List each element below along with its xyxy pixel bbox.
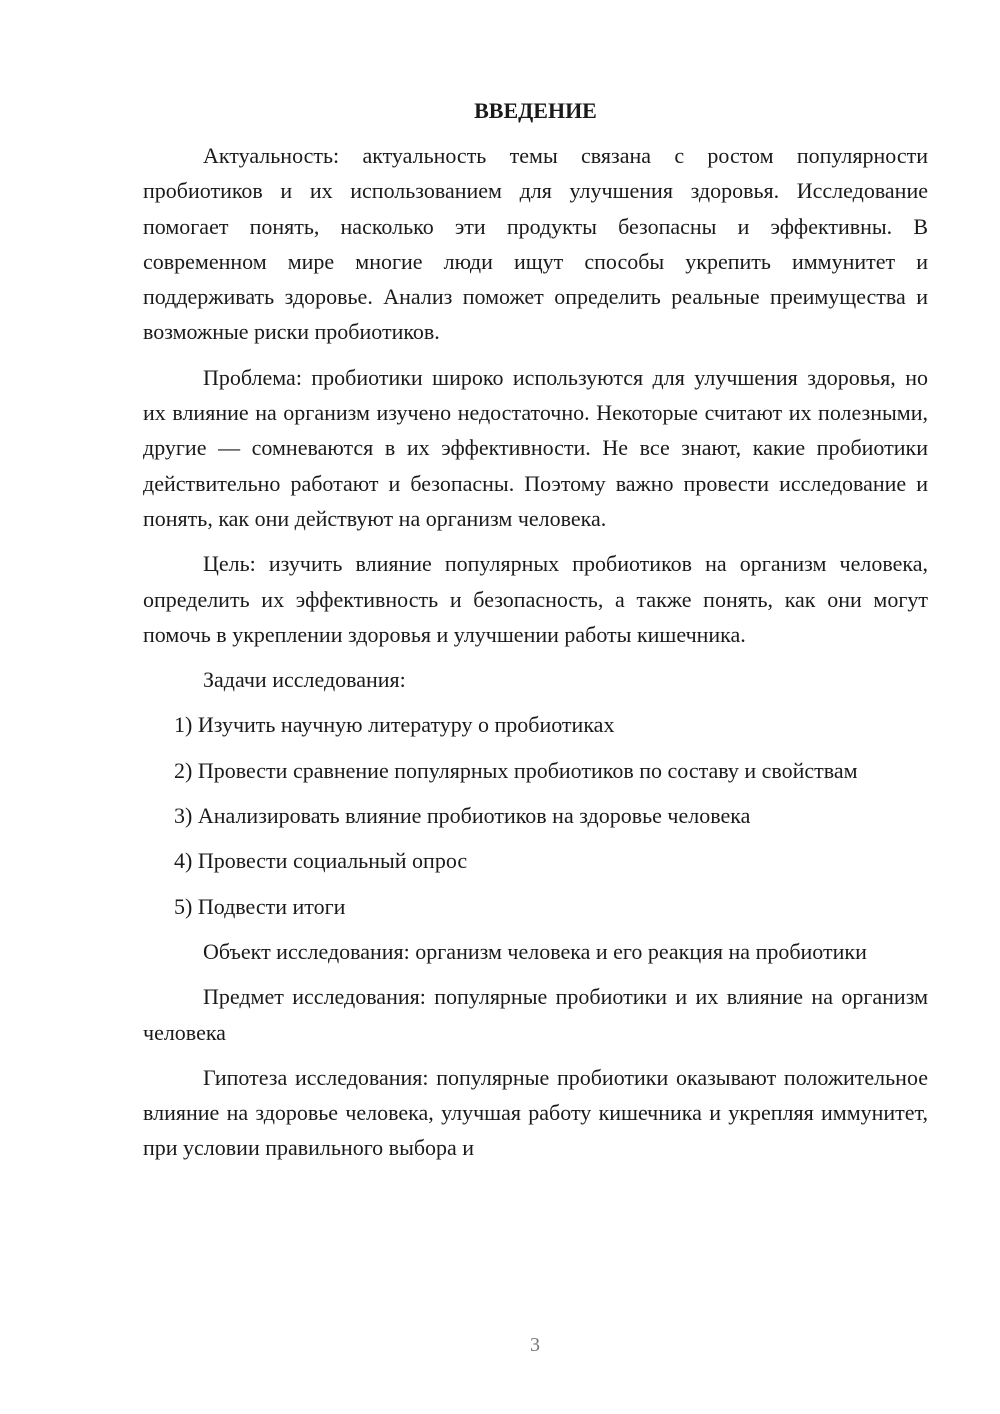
paragraph-problem: Проблема: пробиотики широко используются для улучшения здоровья, но их влияние на организм изучено недостаточно. Некоторые считают их полезными, другие — сомневаются в их эффективности. Не все знают, какие пробиотики действительно работают и безопасны. Поэтому важно провести исследование и понять, как они действуют на организм человека. [143,364,928,531]
document-page [143,93,928,1176]
paragraph-hypothesis: Гипотеза исследования: популярные пробиотики оказывают положительное влияние на здоровье человека, улучшая работу кишечника и укрепляя иммунитет, при условии правильного выбора и [143,1064,928,1161]
page-number: 3 [530,1334,540,1356]
page-title: ВВЕДЕНИЕ [474,98,597,123]
paragraph-relevance: Актуальность: актуальность темы связана с ростом популярности пробиотиков и их использованием для улучшения здоровья. Исследование помогает понять, насколько эти продукты безопасны и эффективны. В современном мире многие люди ищут способы укрепить иммунитет и поддерживать здоровье. Анализ поможет определить реальные преимущества и возможные риски пробиотиков. [143,143,928,345]
paragraph-subject: Предмет исследования: популярные пробиотики и их влияние на организм человека [143,984,928,1045]
task-item-3: 3) Анализировать влияние пробиотиков на здоровье человека [174,803,751,829]
task-item-5: 5) Подвести итоги [174,893,346,919]
task-item-1: 1) Изучить научную литературу о пробиотиках [174,712,615,738]
paragraph-goal: Цель: изучить влияние популярных пробиотиков на организм человека, определить их эффективность и безопасность, а также понять, как они могут помочь в укреплении здоровья и улучшении работы кишечника. [143,551,928,647]
task-item-4: 4) Провести социальный опрос [174,848,468,874]
paragraph-tasks-heading: Задачи исследования: [203,667,406,693]
task-item-2: 2) Провести сравнение популярных пробиотиков по составу и свойствам [174,757,858,783]
paragraph-object: Объект исследования: организм человека и его реакция на пробиотики [203,938,867,964]
